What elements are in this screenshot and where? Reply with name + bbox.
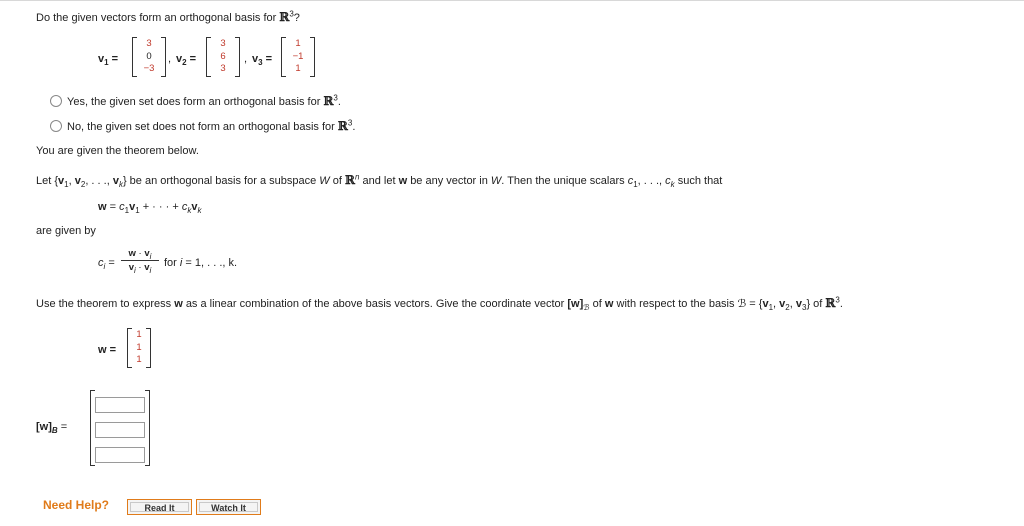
option-yes[interactable]: Yes, the given set does form an orthogonal basis for ℝ$^3$.	[50, 94, 341, 108]
answer-label: $[w]_B$ =	[36, 421, 68, 436]
theorem-intro: You are given the theorem below.	[36, 145, 199, 157]
option-no[interactable]: No, the given set does not form an orthogonal basis for ℝ$^3$.	[50, 119, 355, 133]
matrix-cell: 3	[220, 38, 226, 49]
matrix-cell: −1	[292, 50, 304, 62]
matrix-cell: 1	[295, 38, 301, 49]
theorem-equation: $w = c_1v_1$ + · · · + $c_kv_k$	[98, 201, 202, 216]
need-help-label: Need Help?	[43, 498, 110, 512]
top-divider	[0, 0, 1024, 1]
comma: ,	[244, 53, 248, 65]
answer-input-3[interactable]	[95, 447, 145, 463]
matrix-cell: 1	[136, 329, 142, 340]
coefficient-label: $c_i$ =	[98, 257, 115, 272]
matrix-cell: 3	[220, 63, 226, 74]
question-text: Do the given vectors form an orthogonal basis for ℝ$^3$?	[36, 9, 300, 24]
answer-matrix	[90, 390, 150, 466]
radio-button-no[interactable]	[50, 120, 62, 132]
answer-input-1[interactable]	[95, 397, 145, 413]
watch-it-button[interactable]: Watch It	[196, 499, 261, 515]
vector-v2-matrix	[206, 37, 240, 77]
vector-v3-matrix	[281, 37, 315, 77]
matrix-cell: −3	[143, 63, 155, 74]
comma: ,	[168, 53, 172, 65]
matrix-cell: 6	[220, 50, 226, 62]
matrix-cell: 0	[146, 50, 152, 62]
read-it-button[interactable]: Read It	[127, 499, 192, 515]
vector-v2-label: $v_2$ =	[176, 53, 197, 68]
w-vector-label: w =	[98, 344, 117, 356]
vector-v3-label: $v_3$ =	[252, 53, 273, 68]
answer-input-2[interactable]	[95, 422, 145, 438]
matrix-cell: 3	[146, 38, 152, 49]
vector-v1-label: $v_1$ =	[98, 53, 119, 68]
instruction-text: Use the theorem to express w as a linear combination of the above basis vectors. Give the coordinate vector $[w]_ℬ$ of w with respect to the basis ℬ = {$v_1$, $v_2$, $v_3$} of ℝ$^3$.	[36, 295, 843, 313]
matrix-cell: 1	[136, 354, 142, 365]
w-vector-matrix	[127, 328, 151, 368]
coefficient-range: for i = 1, . . ., k.	[164, 257, 238, 269]
vector-v1-matrix	[132, 37, 166, 77]
matrix-cell: 1	[295, 63, 301, 74]
radio-button-yes[interactable]	[50, 95, 62, 107]
coefficient-fraction: $w \cdot v_i$ $v_i \cdot v_i$	[121, 248, 159, 276]
matrix-cell: 1	[136, 341, 142, 353]
theorem-statement: Let {$v_1$, $v_2$, . . ., $v_k$} be an orthogonal basis for a subspace W of ℝ$^n$ and let w be any vector in W. Then the unique scalars $c_1$, . . ., $c_k$ such that	[36, 172, 723, 190]
theorem-given-by: are given by	[36, 225, 96, 237]
